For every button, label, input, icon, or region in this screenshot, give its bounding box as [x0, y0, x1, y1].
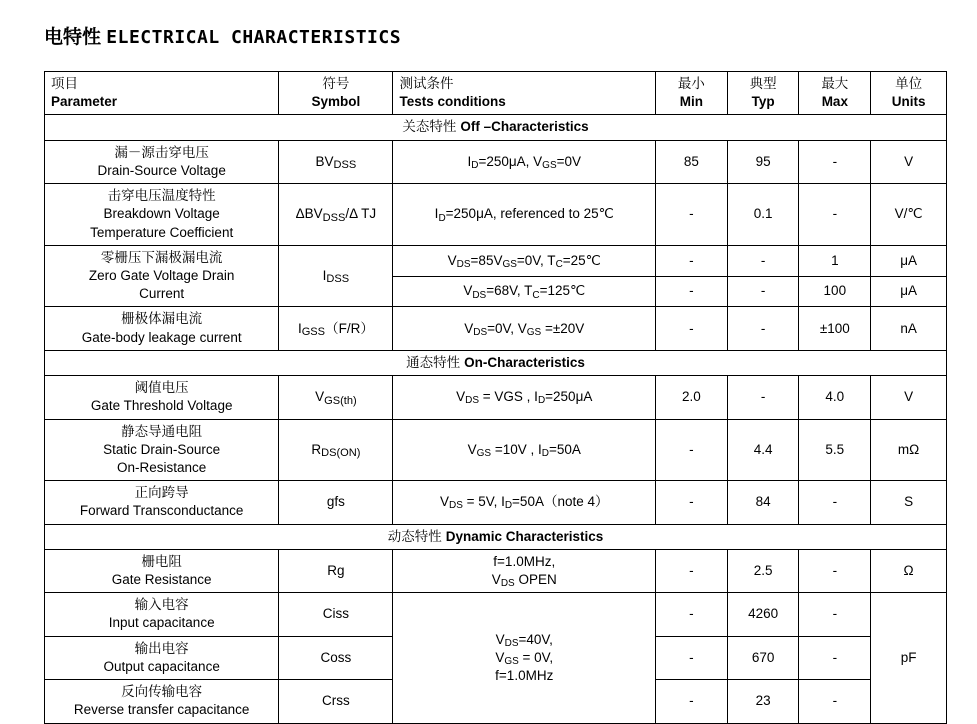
row-max: - [799, 549, 871, 592]
row-condition: $V_{GS} =10V$ , $I_D=50A$ [393, 419, 656, 481]
section-label: 通态特性 On-Characteristics [45, 350, 947, 375]
row-parameter: 栅极体漏电流 Gate-body leakage current [45, 307, 279, 350]
row-typ: 4.4 [727, 419, 799, 481]
row-unit: nA [871, 307, 947, 350]
row-symbol: $V_{GS(th)}$ [279, 376, 393, 419]
row-condition: $V_{DS}=85V_{GS}=0V$, $T_C=25℃$ [393, 245, 656, 276]
row-typ: 23 [727, 680, 799, 723]
page-title [44, 22, 949, 49]
row-max: - [799, 184, 871, 246]
header-conditions: 测试条件 Tests conditions [393, 72, 656, 115]
row-unit: S [871, 481, 947, 524]
row-parameter: 漏－源击穿电压 Drain-Source Voltage [45, 140, 279, 183]
row-min: - [656, 549, 728, 592]
row-min: - [656, 245, 728, 276]
table-row [45, 593, 947, 636]
row-min: - [656, 680, 728, 723]
section-label: 关态特性 Off –Characteristics [45, 115, 947, 140]
header-symbol: 符号 Symbol [279, 72, 393, 115]
row-parameter: 栅电阻 Gate Resistance [45, 549, 279, 592]
row-typ: - [727, 245, 799, 276]
row-typ: 95 [727, 140, 799, 183]
header-max: 最大 Max [799, 72, 871, 115]
row-parameter: 静态导通电阻 Static Drain-Source On-Resistance [45, 419, 279, 481]
row-parameter: 正向跨导 Forward Transconductance [45, 481, 279, 524]
row-symbol: $I_{GSS}(F/R)$ [279, 307, 393, 350]
row-parameter: 零栅压下漏极漏电流 Zero Gate Voltage Drain Current [45, 245, 279, 307]
row-parameter: 反向传输电容 Reverse transfer capacitance [45, 680, 279, 723]
table-row [45, 184, 947, 246]
row-min: 85 [656, 140, 728, 183]
header-parameter: 项目 Parameter [45, 72, 279, 115]
row-max: 1 [799, 245, 871, 276]
row-symbol: $R_{DS(ON)}$ [279, 419, 393, 481]
row-condition-capacitance: $V_{DS}=40V$, $V_{GS} = 0V$, f=1.0MHz [393, 593, 656, 723]
table-row [45, 376, 947, 419]
row-condition: $I_D=250\mu A$, $V_{GS}=0V$ [393, 140, 656, 183]
row-typ: 670 [727, 636, 799, 679]
row-min: - [656, 419, 728, 481]
row-max: 100 [799, 276, 871, 307]
row-condition: $V_{DS}=68V$, $T_C=125℃$ [393, 276, 656, 307]
row-unit: Ω [871, 549, 947, 592]
row-condition: $V_{DS}=0V$, $V_{GS} =\pm 20V$ [393, 307, 656, 350]
row-symbol: Ciss [279, 593, 393, 636]
table-row [45, 307, 947, 350]
row-min: 2.0 [656, 376, 728, 419]
row-unit: mΩ [871, 419, 947, 481]
row-typ: 2.5 [727, 549, 799, 592]
table-row [45, 419, 947, 481]
row-max: 4.0 [799, 376, 871, 419]
row-min: - [656, 593, 728, 636]
row-min: - [656, 184, 728, 246]
row-max: 5.5 [799, 419, 871, 481]
row-max: ±100 [799, 307, 871, 350]
row-unit: V [871, 140, 947, 183]
row-max: - [799, 636, 871, 679]
row-typ: 4260 [727, 593, 799, 636]
row-unit: V/℃ [871, 184, 947, 246]
row-max: - [799, 593, 871, 636]
row-unit: μA [871, 245, 947, 276]
section-row-dynamic-characteristics [45, 524, 947, 549]
row-min: - [656, 307, 728, 350]
section-row-off-characteristics [45, 115, 947, 140]
row-min: - [656, 276, 728, 307]
row-symbol: Coss [279, 636, 393, 679]
table-header-row [45, 72, 947, 115]
row-parameter: 阈值电压 Gate Threshold Voltage [45, 376, 279, 419]
header-min: 最小 Min [656, 72, 728, 115]
header-units: 单位 Units [871, 72, 947, 115]
table-row [45, 549, 947, 592]
header-typ: 典型 Typ [727, 72, 799, 115]
row-max: - [799, 140, 871, 183]
row-typ: - [727, 376, 799, 419]
row-parameter: 击穿电压温度特性 Breakdown Voltage Temperature Coefficient [45, 184, 279, 246]
row-unit: μA [871, 276, 947, 307]
row-typ: - [727, 307, 799, 350]
row-typ: 84 [727, 481, 799, 524]
row-symbol: $\Delta BV_{DSS}/\Delta$ TJ [279, 184, 393, 246]
table-row [45, 481, 947, 524]
row-parameter: 输入电容 Input capacitance [45, 593, 279, 636]
row-symbol: gfs [279, 481, 393, 524]
row-unit: pF [871, 593, 947, 723]
row-symbol: $I_{DSS}$ [279, 245, 393, 307]
page-title-cn: 电特性 [44, 27, 102, 48]
section-row-on-characteristics [45, 350, 947, 375]
row-condition: $V_{DS} = 5V$, $I_D=50A(note$ 4） [393, 481, 656, 524]
row-max: - [799, 680, 871, 723]
row-parameter: 输出电容 Output capacitance [45, 636, 279, 679]
row-symbol: $BV_{DSS}$ [279, 140, 393, 183]
table-row [45, 245, 947, 276]
row-min: - [656, 481, 728, 524]
row-unit: V [871, 376, 947, 419]
row-symbol: Crss [279, 680, 393, 723]
section-label: 动态特性 Dynamic Characteristics [45, 524, 947, 549]
row-condition: $V_{DS}$ = VGS , $I_D=250\mu A$ [393, 376, 656, 419]
row-min: - [656, 636, 728, 679]
electrical-characteristics-table [44, 71, 947, 724]
row-typ: 0.1 [727, 184, 799, 246]
table-row [45, 140, 947, 183]
row-condition: f=1.0MHz, $V_{DS}$ OPEN [393, 549, 656, 592]
page-title-en: ELECTRICAL CHARACTERISTICS [106, 27, 402, 48]
row-condition: $I_D=250\mu A$, referenced to 25℃ [393, 184, 656, 246]
row-symbol: Rg [279, 549, 393, 592]
row-typ: - [727, 276, 799, 307]
row-max: - [799, 481, 871, 524]
